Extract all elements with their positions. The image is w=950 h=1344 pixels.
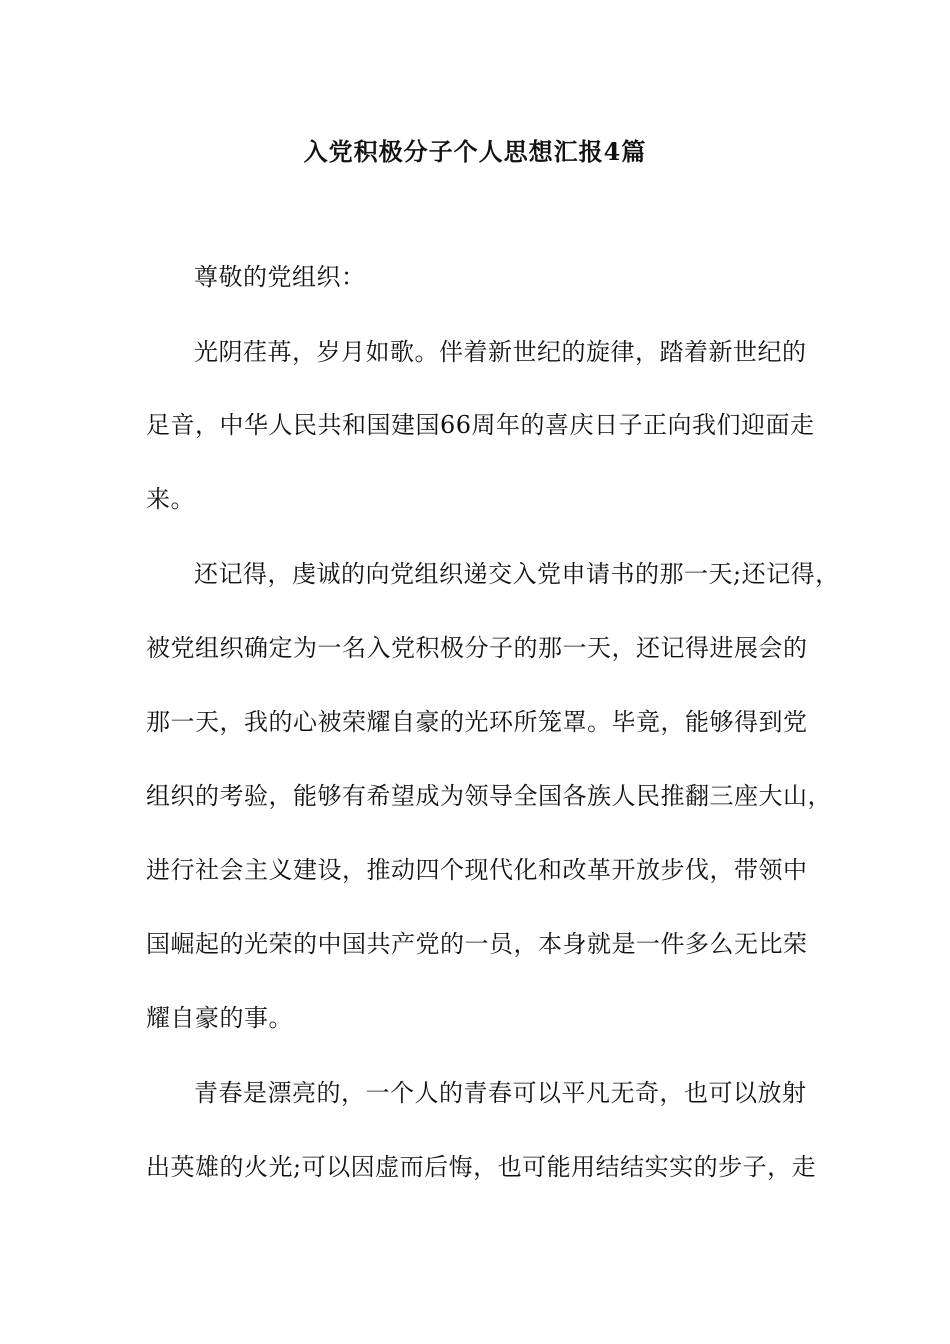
paragraph-line: 出英雄的火光;可以因虚而后悔，也可能用结结实实的步子，走 [146, 1153, 817, 1181]
paragraph-line: 还记得，虔诚的向党组织递交入党申请书的那一天;还记得， [194, 560, 840, 588]
salutation: 尊敬的党组织： [194, 263, 366, 291]
paragraph-line: 来。 [146, 485, 195, 513]
paragraph-line: 组织的考验，能够有希望成为领导全国各族人民推翻三座大山， [146, 782, 832, 810]
document-title: 入党积极分子个人思想汇报4篇 [303, 137, 647, 166]
paragraph-line: 那一天，我的心被荣耀自豪的光环所笼罩。毕竟，能够得到党 [146, 708, 808, 736]
paragraph-line: 足音，中华人民共和国建国66周年的喜庆日子正向我们迎面走 [146, 411, 815, 439]
paragraph-line: 耀自豪的事。 [146, 1004, 293, 1032]
paragraph-line: 进行社会主义建设，推动四个现代化和改革开放步伐，带领中 [146, 856, 808, 884]
paragraph-line: 被党组织确定为一名入党积极分子的那一天，还记得进展会的 [146, 634, 808, 662]
paragraph-line: 国崛起的光荣的中国共产党的一员，本身就是一件多么无比荣 [146, 930, 808, 958]
paragraph-line: 光阴荏苒，岁月如歌。伴着新世纪的旋律，踏着新世纪的 [194, 338, 807, 366]
paragraph-line: 青春是漂亮的，一个人的青春可以平凡无奇，也可以放射 [194, 1079, 807, 1107]
